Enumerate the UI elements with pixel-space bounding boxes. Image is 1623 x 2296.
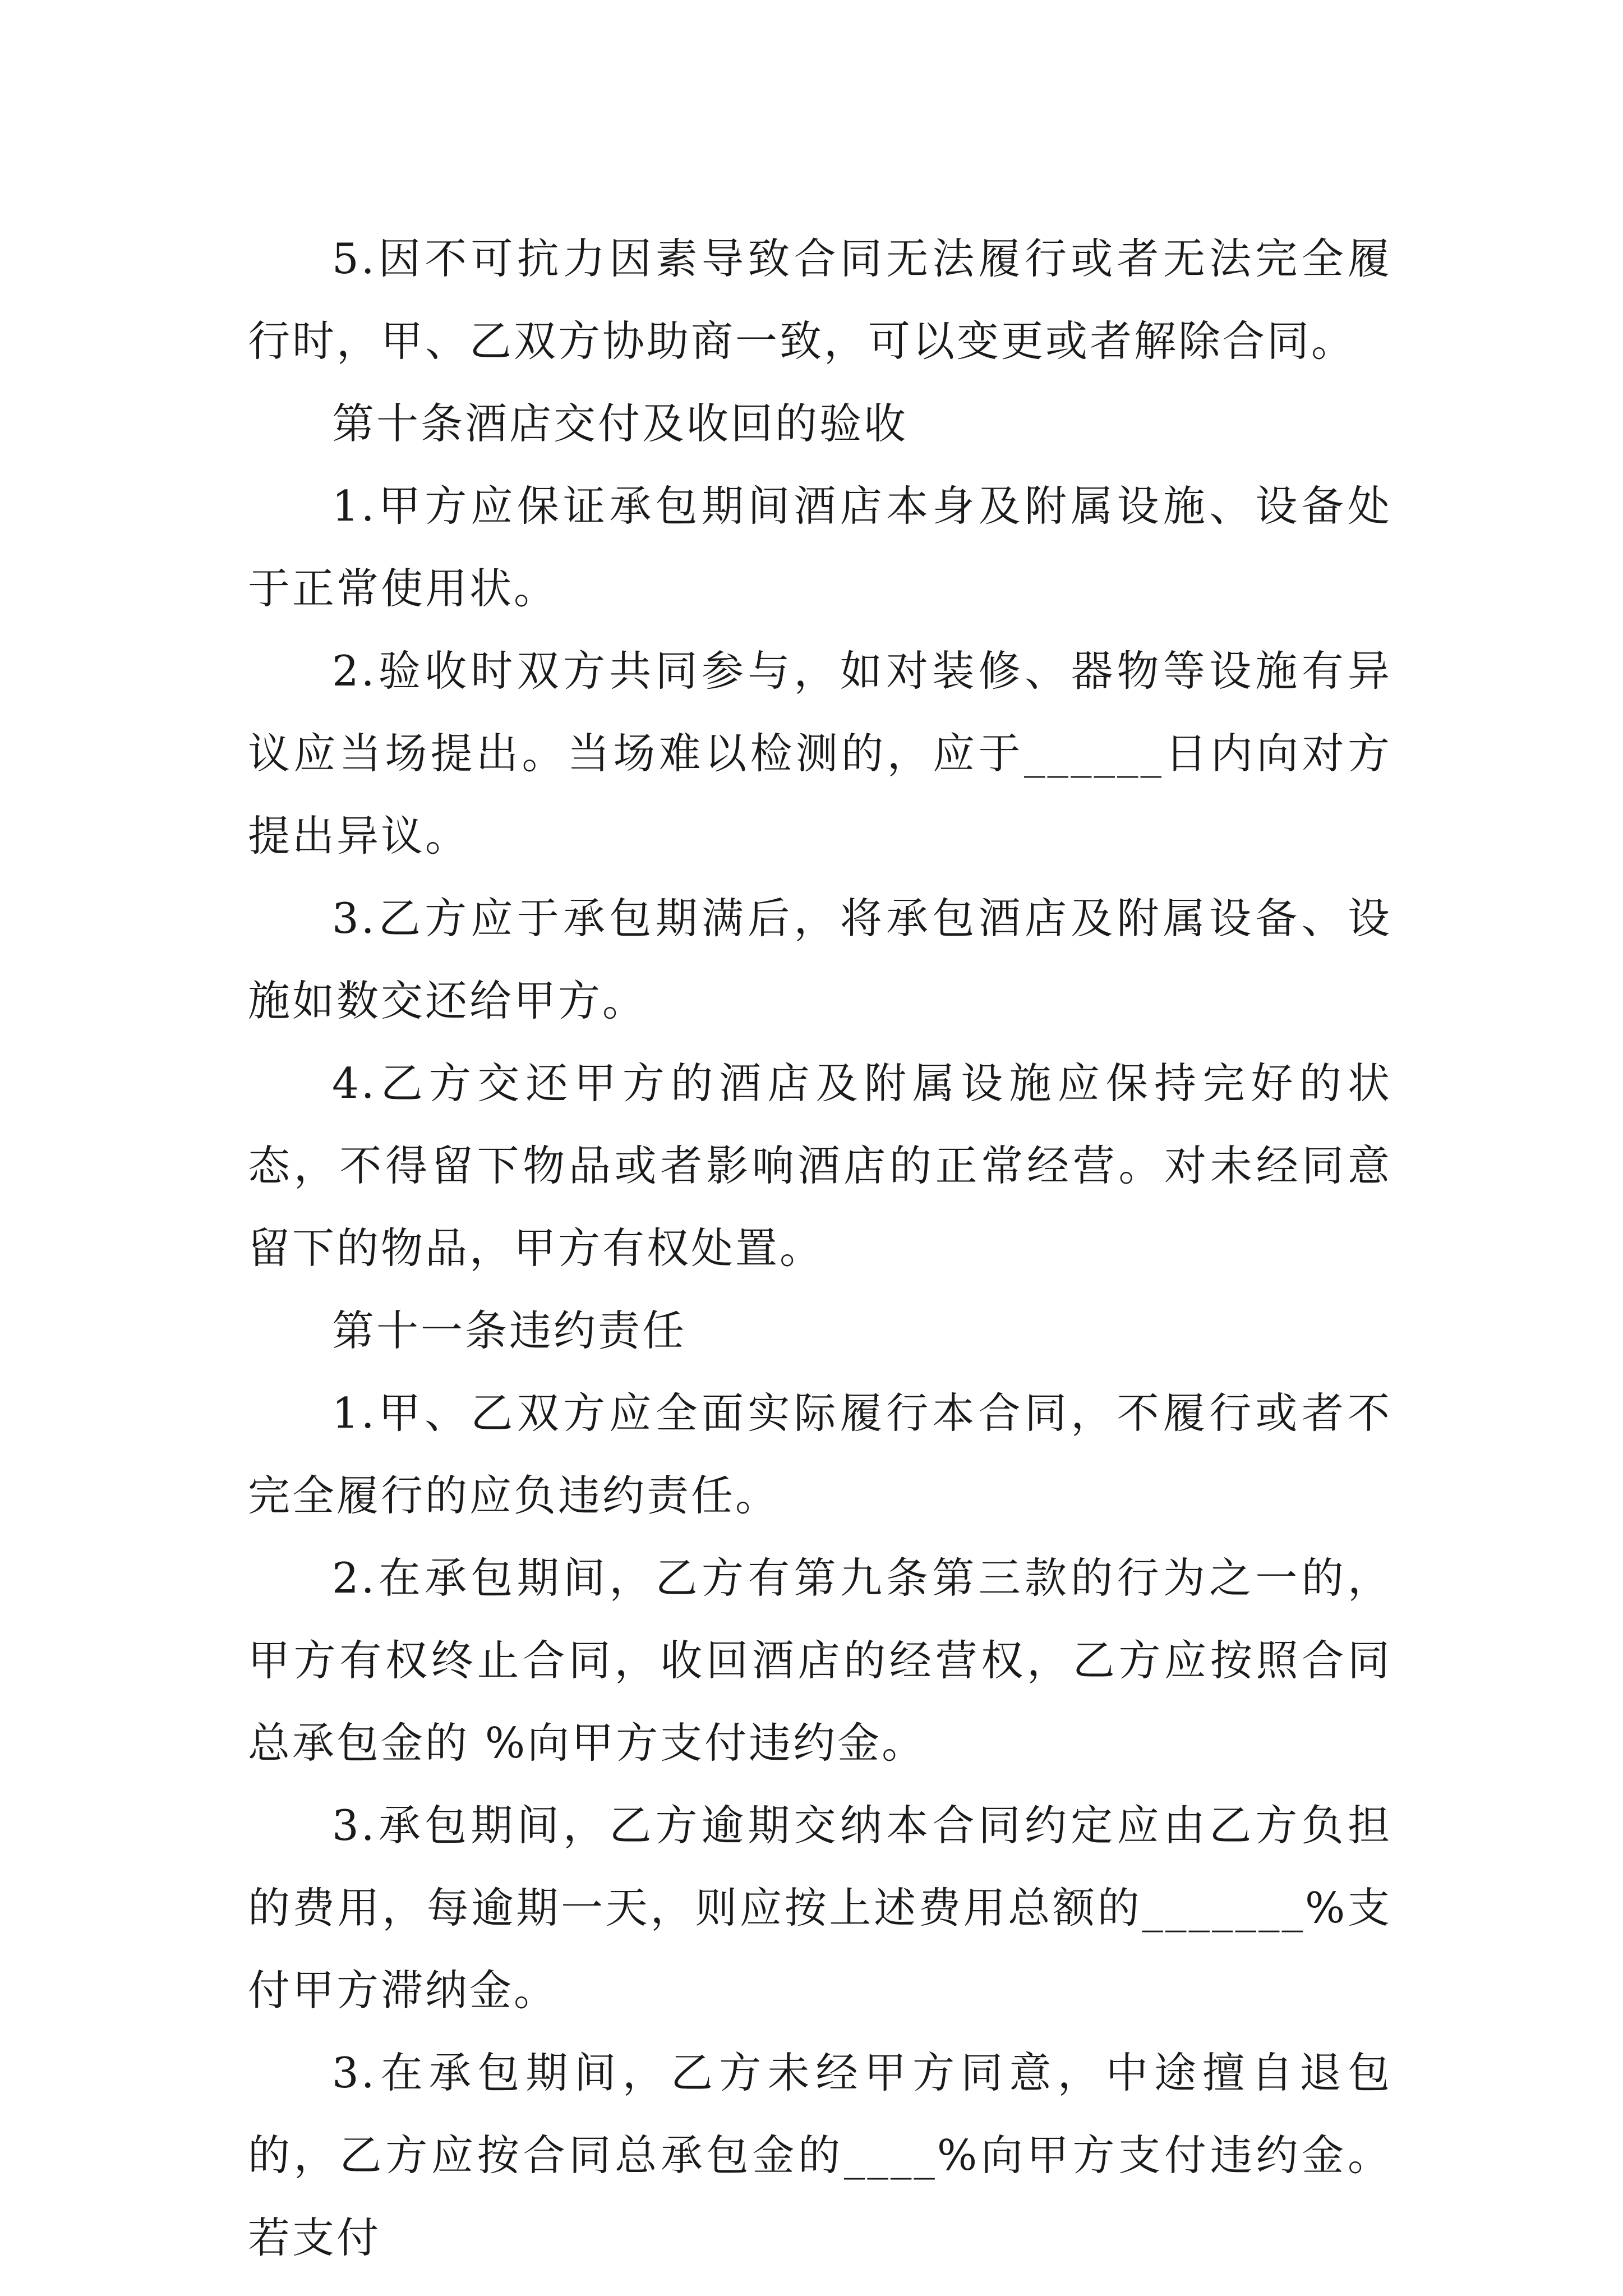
paragraph-11-3: 3.承包期间，乙方逾期交纳本合同约定应由乙方负担的费用，每逾期一天，则应按上述费用总额的_______%支付甲方滞纳金。 xyxy=(248,1801,1392,2015)
document-page xyxy=(248,218,1392,2279)
paragraph-11-2: 2.在承包期间，乙方有第九条第三款的行为之一的，甲方有权终止合同，收回酒店的经营权，乙方应按照合同总承包金的 %向甲方支付违约金。 xyxy=(248,1553,1392,1768)
paragraph-11-3b: 3.在承包期间，乙方未经甲方同意，中途擅自退包的，乙方应按合同总承包金的____%向甲方支付违约金。若支付 xyxy=(248,2048,1392,2262)
article-10-heading: 第十条酒店交付及收回的验收 xyxy=(332,399,909,448)
paragraph-10-4: 4.乙方交还甲方的酒店及附属设施应保持完好的状态，不得留下物品或者影响酒店的正常经营。对未经同意留下的物品，甲方有权处置。 xyxy=(248,1059,1392,1273)
paragraph-10-1: 1.甲方应保证承包期间酒店本身及附属设施、设备处于正常使用状。 xyxy=(248,481,1392,613)
paragraph-11-1: 1.甲、乙双方应全面实际履行本合同，不履行或者不完全履行的应负违约责任。 xyxy=(248,1388,1392,1520)
paragraph-10-3: 3.乙方应于承包期满后，将承包酒店及附属设备、设施如数交还给甲方。 xyxy=(248,894,1392,1025)
paragraph-force-majeure: 5.因不可抗力因素导致合同无法履行或者无法完全履行时，甲、乙双方协助商一致，可以变更或者解除合同。 xyxy=(248,234,1392,366)
article-11-heading: 第十一条违约责任 xyxy=(332,1306,687,1355)
paragraph-10-2: 2.验收时双方共同参与，如对装修、器物等设施有异议应当场提出。当场难以检测的，应于______日内向对方提出异议。 xyxy=(248,646,1392,861)
